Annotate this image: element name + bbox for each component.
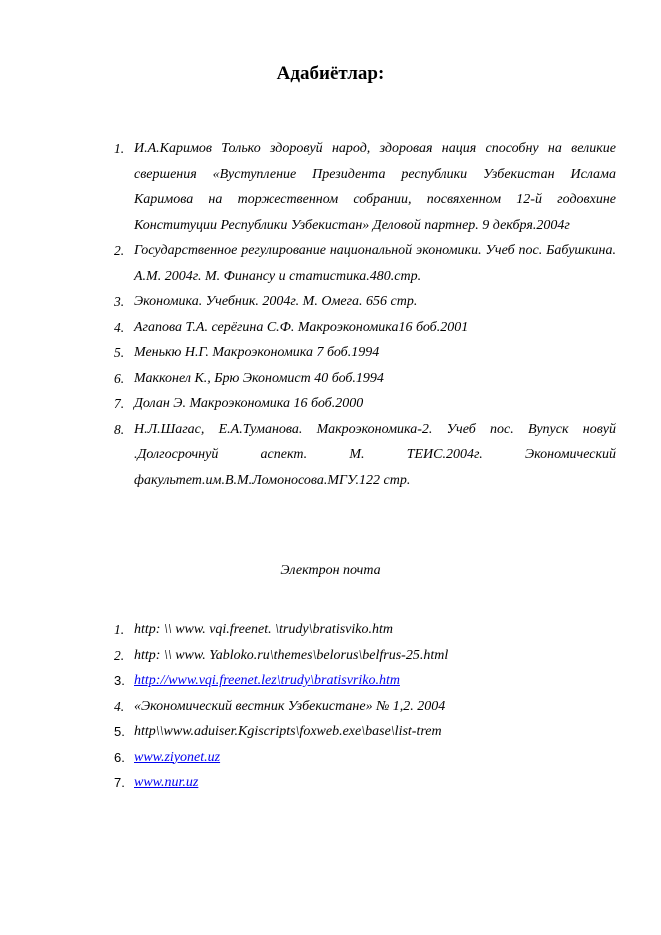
section-heading: Электрон почта — [280, 563, 381, 578]
item-text: Макконел К., Брю Экономист 40 боб.1994 — [134, 370, 384, 386]
item-text: http: \\ www. Yabloko.ru\themes\belorus\belfrus-25.html — [134, 647, 449, 663]
item-text: «Экономический вестник Узбекистане» № 1,2. 2004 — [134, 698, 446, 714]
item-text: Экономика. Учебник. 2004г. М. Омега. 656 стр. — [134, 294, 418, 309]
item-number: 4. — [114, 319, 125, 335]
web-link[interactable]: www.ziyonet.uz — [134, 749, 221, 765]
list-item — [96, 289, 616, 315]
page-title: Адабиётлар: — [276, 63, 385, 84]
item-text: Менькю Н.Г. Макроэкономика 7 боб.1994 — [134, 345, 380, 360]
list-item — [96, 391, 616, 417]
list-item — [96, 770, 616, 796]
item-number: 2. — [114, 243, 125, 258]
item-number: 4. — [114, 698, 125, 714]
list-item — [96, 719, 616, 745]
item-text: Государственное регулирование национальной экономики. Учеб пос. Бабушкина. А.М. 2004г. М. Финансу и статистика.480.стр. — [134, 243, 616, 284]
list-item — [96, 136, 616, 238]
item-number: 2. — [114, 647, 125, 663]
item-number: 7. — [114, 775, 125, 790]
item-number: 6. — [114, 749, 125, 765]
item-text: http\\www.aduiser.Kgiscripts\foxweb.exe\base\list-trem — [134, 724, 442, 739]
list-item — [96, 340, 616, 366]
list-item — [96, 643, 616, 669]
list-item — [96, 617, 616, 643]
item-text: И.А.Каримов Только здоровуй народ, здоровая нация способну на великие свершения «Вуступление Президента республики Узбекистан Ислама Каримова на торжественном собрании, посвяхенном 12-й годовхине Конституции Республики Узбекистан» Деловой партнер. 9 декбря.2004г — [134, 141, 616, 233]
web-links-list — [96, 617, 616, 796]
item-number: 3. — [114, 294, 125, 309]
item-number: 8. — [114, 421, 125, 437]
list-item — [96, 315, 616, 341]
item-text: Агапова Т.А. серёгина С.Ф. Макроэкономика16 боб.2001 — [134, 319, 469, 335]
list-item — [96, 668, 616, 694]
item-number: 6. — [114, 370, 125, 386]
list-item — [96, 417, 616, 494]
item-number: 5. — [114, 345, 125, 360]
item-text: http: \\ www. vqi.freenet. \trudy\bratisviko.htm — [134, 622, 393, 637]
item-number: 1. — [114, 622, 125, 637]
list-item — [96, 366, 616, 392]
item-number: 5. — [114, 724, 125, 739]
item-text: Н.Л.Шагас, Е.А.Туманова. Макроэкономика-2. Учеб пос. Вупуск новуй .Долгосрочнуй аспект. М. ТЕИС.2004г. Экономический факультет.им.В.М.Ломоносова.МГУ.122 стр. — [134, 421, 616, 488]
item-number: 1. — [114, 141, 125, 156]
list-item — [96, 694, 616, 720]
list-item — [96, 238, 616, 289]
item-number: 7. — [114, 396, 125, 411]
web-link[interactable]: www.nur.uz — [134, 775, 199, 790]
item-text: Долан Э. Макроэкономика 16 боб.2000 — [134, 396, 364, 411]
list-item — [96, 745, 616, 771]
web-link[interactable]: http://www.vqi.freenet.lez\trudy\bratisvriko.htm — [134, 673, 400, 688]
item-number: 3. — [114, 673, 125, 688]
references-list — [96, 136, 616, 493]
